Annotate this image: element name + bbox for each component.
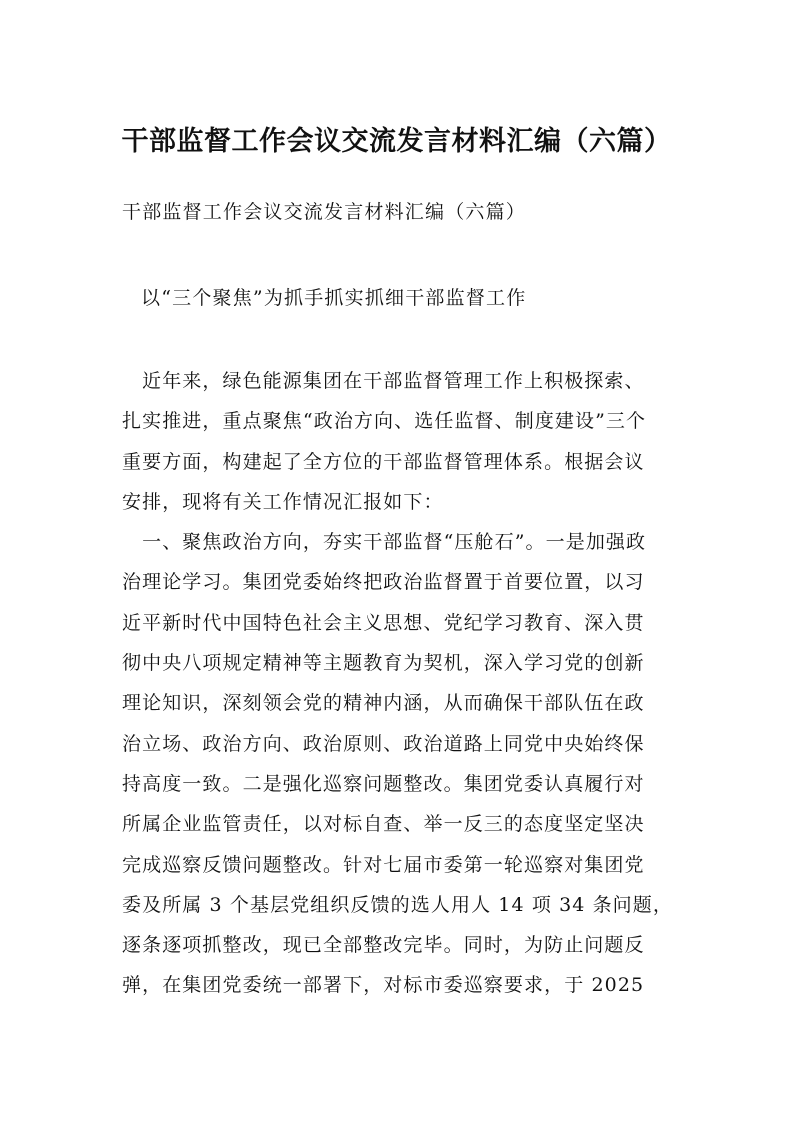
body-line: 扎实推进，重点聚焦“政治方向、选任监督、制度建设”三个	[122, 410, 647, 433]
body-line: 完成巡察反馈问题整改。针对七届市委第一轮巡察对集团党	[122, 853, 645, 876]
body-line: 近年来，绿色能源集团在干部监督管理工作上积极探索、	[122, 370, 645, 392]
body-line: 近平新时代中国特色社会主义思想、党纪学习教育、深入贯	[122, 611, 645, 634]
body-line: 重要方面，构建起了全方位的干部监督管理体系。根据会议	[122, 450, 645, 473]
body-line: 安排，现将有关工作情况汇报如下：	[122, 490, 444, 513]
body-line: 一、聚焦政治方向，夯实干部监督“压舱石”。一是加强政	[122, 531, 647, 554]
body-line: 理论知识，深刻领会党的精神内涵，从而确保干部队伍在政	[122, 692, 645, 715]
body-line: 治立场、政治方向、政治原则、政治道路上同党中央始终保	[122, 732, 645, 755]
body-line: 逐条逐项抓整改，现已全部整改完毕。同时，为防止问题反	[122, 934, 645, 957]
section-heading: 以“三个聚焦”为抓手抓实抓细干部监督工作	[141, 287, 527, 309]
document-title: 干部监督工作会议交流发言材料汇编（六篇）	[121, 126, 672, 157]
body-line: 委及所属 3 个基层党组织反馈的选人用人 14 项 34 条问题，	[122, 893, 673, 916]
body-text	[122, 361, 682, 1006]
document-subtitle: 干部监督工作会议交流发言材料汇编（六篇）	[122, 201, 527, 223]
body-line: 持高度一致。二是强化巡察问题整改。集团党委认真履行对	[122, 772, 645, 795]
body-line: 所属企业监管责任，以对标自查、举一反三的态度坚定坚决	[122, 813, 645, 836]
body-line: 弹，在集团党委统一部署下，对标市委巡察要求，于 2025	[122, 974, 645, 997]
body-line: 治理论学习。集团党委始终把政治监督置于首要位置，以习	[122, 571, 645, 594]
body-line: 彻中央八项规定精神等主题教育为契机，深入学习党的创新	[122, 652, 645, 675]
